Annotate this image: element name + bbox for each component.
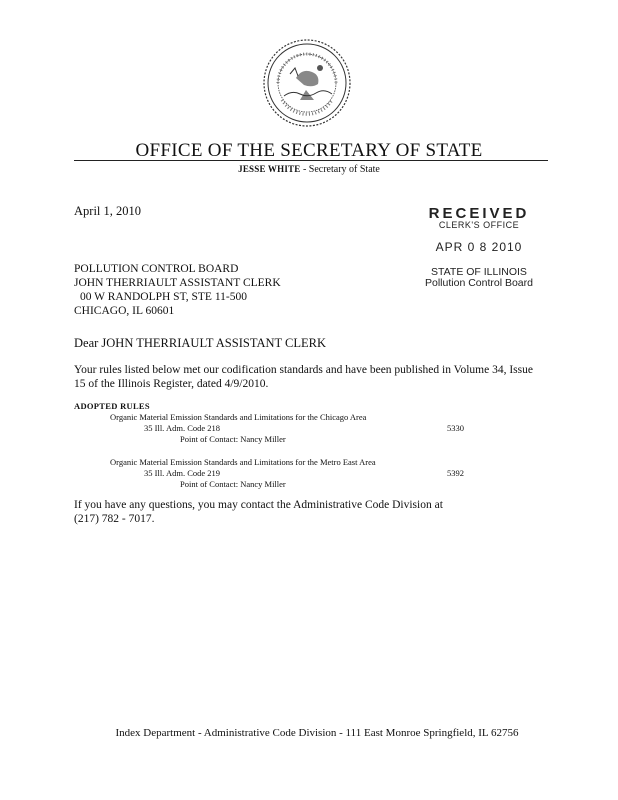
footer-address: Index Department - Administrative Code Division - 111 East Monroe Springfield, IL 62756: [115, 727, 519, 739]
secretary-name: JESSE WHITE: [238, 164, 301, 174]
recipient-address: [74, 262, 281, 318]
address-line: CHICAGO, IL 60601: [74, 305, 175, 317]
rule-title: Organic Material Emission Standards and Limitations for the Metro East Area: [110, 457, 376, 467]
secretary-role: - Secretary of State: [300, 164, 380, 175]
rule-page: 5392: [447, 468, 464, 478]
rule-contact: Point of Contact: Nancy Miller: [180, 434, 286, 444]
stamp-board: Pollution Control Board: [425, 277, 533, 289]
stamp-date: APR 0 8 2010: [435, 240, 523, 254]
rule-page: 5330: [447, 423, 464, 433]
stamp-office: CLERK'S OFFICE: [438, 220, 520, 230]
stamp-received: RECEIVED: [428, 205, 530, 222]
letter-date: April 1, 2010: [74, 204, 142, 218]
secretary-line: [0, 164, 618, 175]
closing-phone: (217) 782 - 7017.: [74, 513, 155, 525]
rule-code: 35 Ill. Adm. Code 218: [144, 423, 221, 433]
salutation: Dear JOHN THERRIAULT ASSISTANT CLERK: [74, 336, 327, 350]
rule-contact: Point of Contact: Nancy Miller: [180, 479, 286, 489]
page-title: OFFICE OF THE SECRETARY OF STATE: [135, 140, 483, 161]
closing-line: If you have any questions, you may contact the Administrative Code Division at: [74, 499, 443, 511]
adopted-rules-heading: ADOPTED RULES: [74, 401, 150, 411]
address-line: JOHN THERRIAULT ASSISTANT CLERK: [74, 277, 281, 289]
address-line: POLLUTION CONTROL BOARD: [74, 263, 239, 275]
seal-icon: [262, 38, 352, 128]
address-line: 00 W RANDOLPH ST, STE 11-500: [80, 291, 247, 303]
closing-paragraph: [74, 498, 546, 526]
rule-title: Organic Material Emission Standards and Limitations for the Chicago Area: [110, 412, 367, 422]
body-paragraph: Your rules listed below met our codification standards and have been published in Volume 34, Issue 15 of the Illinois Register, dated 4/9/2010.: [74, 364, 533, 390]
stamp-state: STATE OF ILLINOIS: [431, 266, 527, 278]
rule-code: 35 Ill. Adm. Code 219: [144, 468, 221, 478]
received-stamp: [404, 205, 554, 289]
state-seal: [262, 38, 352, 128]
heading-divider: [74, 160, 548, 161]
